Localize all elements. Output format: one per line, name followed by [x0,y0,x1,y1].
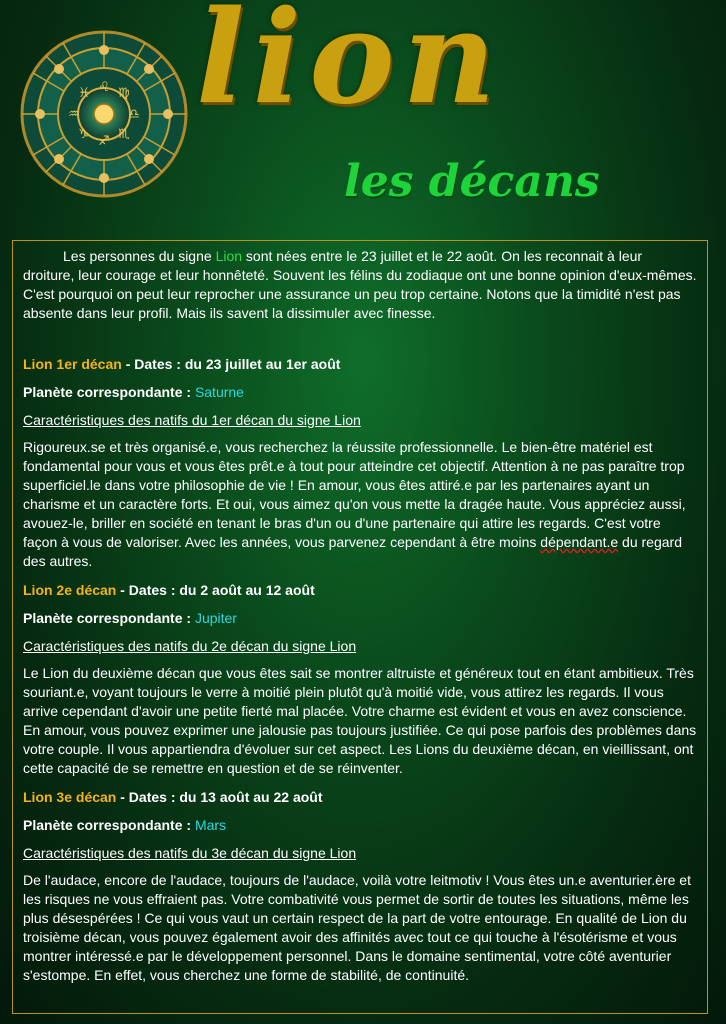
page-header [0,0,726,232]
svg-text:♒: ♒ [68,107,80,122]
zodiac-wheel-icon [20,30,188,198]
intro-text-start: Les personnes du signe [63,248,216,264]
decan-1-title [23,355,697,374]
content-panel [12,240,708,1014]
decan-1-dates: - Dates : du 23 juillet au 1er août [121,356,341,372]
decan-1-text-b: dépendant.e [540,534,619,550]
decan-3-planet-name: Mars [194,817,227,833]
decan-2-title [23,581,697,600]
page-subtitle: les décans [344,156,600,207]
decan-1-text-a: Rigoureux.se et très organisé.e, vous recherchez la réussite professionnelle. Le bien-être matériel est fondamental pour vous et vous êtes prêt.e à tout pour atteindre cet objectif. Attention à ne pas paraître trop superficiel.le dans votre philosophie de vie ! En amour, vous êtes attiré.e par les partenaires ayant un charisme et un caractère forts. Et oui, vous aimez qu'on vous mette la dragée haute. Vous appréciez aussi, avouez-le, briller en société en tenant le bras d'un ou d'une partenaire qui attire les regards. C'est votre façon à vous de valoriser. Avec les années, vous parvenez cependant à être moins [23,439,686,550]
decan-3-name: Lion 3e décan [23,789,117,805]
decan-3-carac-heading: Caractéristiques des natifs du 3e décan du signe Lion [23,845,357,861]
intro-sign-link: Lion [215,248,243,264]
intro-text-end: sont nées entre le 23 juillet et le 22 août. On les reconnait à leur droiture, leur courage et leur honnêteté. Souvent les félins du zodiaque ont une bonne opinion d'eux-mêmes. C'est pourquoi on peut leur reprocher une assurance un peu trop certaine. Notons que la timidité n'est pas absente dans leur profil. Mais ils savent la dissimuler avec finesse. [23,248,697,321]
decan-1-name: Lion 1er décan [23,356,122,372]
planet-label: Planète correspondante : [23,610,195,626]
decan-3-description: De l'audace, encore de l'audace, toujours de l'audace, voilà votre leitmotiv ! Vous êtes un.e aventurier.ère et les risques ne vous effraient pas. Votre combativité vous permet de sortir de toutes les situations, même les plus désespérées ! Ce qui vous vaut un certain respect de la part de votre entourage. En qualité de Lion du troisième décan, vous pouvez également avoir des affinités avec tout ce qui touche à l'ésotérisme et vous montrer intéressé.e par le développement personnel. Dans le domaine sentimental, votre côté aventurier s'estompe. En effet, vous cherchez une forme de stabilité, de continuité. [23,872,691,983]
decan-3-dates: - Dates : du 13 août au 22 août [116,789,323,805]
svg-text:♓: ♓ [78,86,90,101]
decan-1-planet [23,383,697,402]
svg-text:♏: ♏ [118,127,130,142]
svg-text:♍: ♍ [118,86,130,101]
planet-label: Planète correspondante : [23,817,195,833]
svg-text:♌: ♌ [98,80,110,95]
decan-3-planet [23,816,697,835]
svg-text:♐: ♐ [98,134,110,149]
svg-text:♎: ♎ [128,107,140,122]
decan-2-name: Lion 2e décan [23,582,117,598]
decan-1-planet-name: Saturne [194,384,244,400]
decan-2-planet-name: Jupiter [194,610,237,626]
decan-1-description [23,438,697,571]
svg-text:♑: ♑ [78,127,90,142]
decan-2-carac-heading: Caractéristiques des natifs du 2e décan du signe Lion [23,638,357,654]
page-title: lion [196,0,504,133]
decan-3-title [23,788,697,807]
decan-2-description: Le Lion du deuxième décan que vous êtes sait se montrer altruiste et généreux tout en étant ambitieux. Très souriant.e, voyant toujours le verre à moitié plein plutôt qu'à moitié vide, vous attirez les regards. Il vous arrive cependant d'avoir une petite fierté mal placée. Votre charme est évident et vous en avez conscience. En amour, vous pouvez exprimer une jalousie pas toujours justifiée. Ce qui pose parfois des problèmes dans votre couple. Il vous appartiendra d'évoluer sur cet aspect. Les Lions du deuxième décan, en vieillissant, ont cette capacité de se remettre en question et de se réinventer. [23,665,697,776]
decan-2-dates: - Dates : du 2 août au 12 août [116,582,315,598]
intro-paragraph [23,247,697,323]
planet-label: Planète correspondante : [23,384,195,400]
decan-1-text-c: du regard des autres. [23,534,682,569]
decan-2-planet [23,609,697,628]
decan-1-carac-heading: Caractéristiques des natifs du 1er décan du signe Lion [23,412,361,428]
